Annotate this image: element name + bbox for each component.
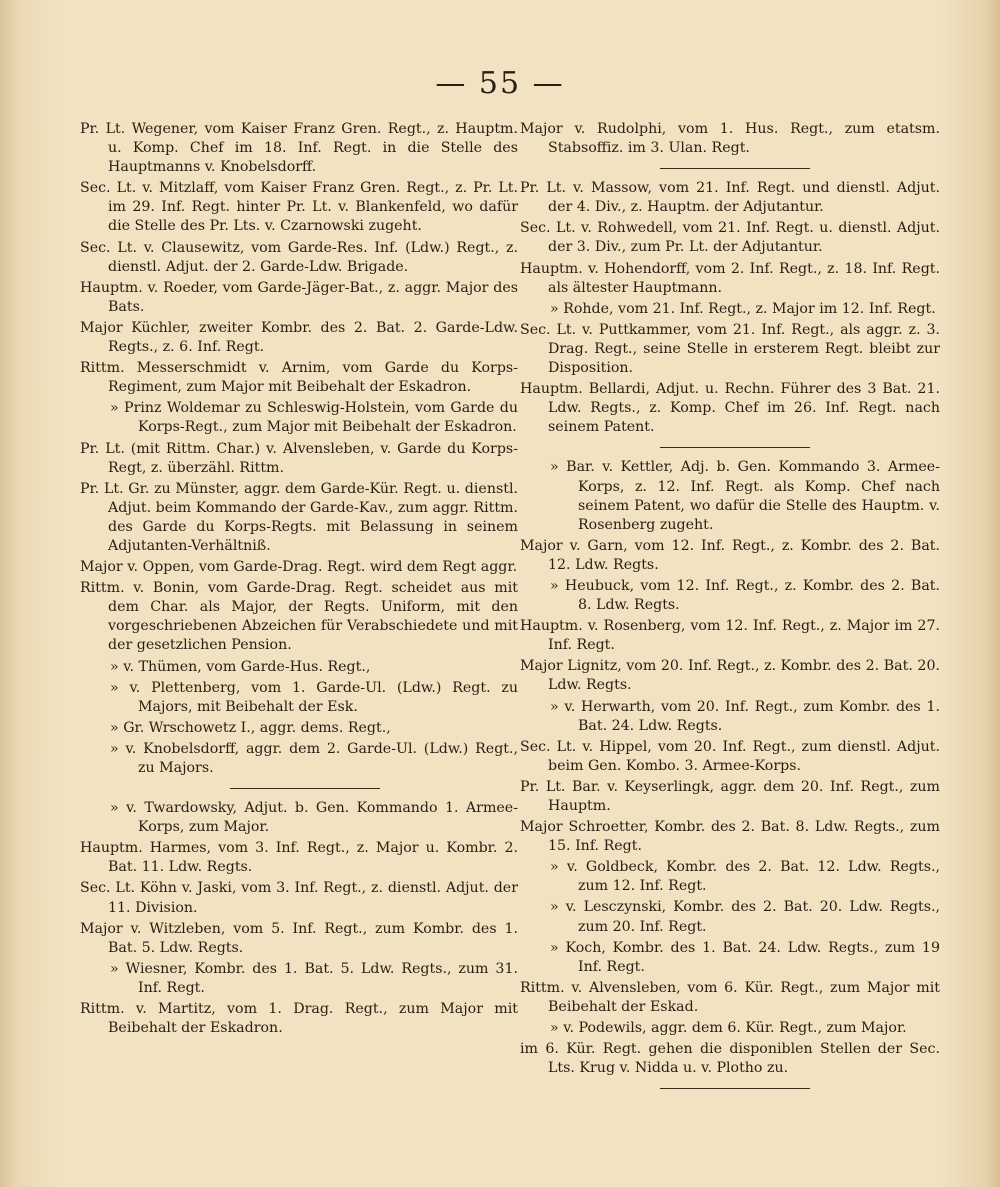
roster-entry: Sec. Lt. v. Puttkammer, vom 21. Inf. Regt., als aggr. z. 3. Drag. Regt., seine Stelle in ersterem Regt. bleibt zur Disposition. [520,321,940,377]
roster-entry: Pr. Lt. Bar. v. Keyserlingk, aggr. dem 20. Inf. Regt., zum Hauptm. [520,778,940,814]
roster-entry: Major v. Garn, vom 12. Inf. Regt., z. Kombr. des 2. Bat. 12. Ldw. Regts. [520,537,940,573]
roster-entry: Hauptm. Harmes, vom 3. Inf. Regt., z. Major u. Kombr. 2. Bat. 11. Ldw. Regts. [80,840,518,876]
roster-entry: Major Schroetter, Kombr. des 2. Bat. 8. Ldw. Regts., zum 15. Inf. Regt. [520,819,940,855]
roster-entry: Sec. Lt. v. Hippel, vom 20. Inf. Regt., zum dienstl. Adjut. beim Gen. Kombo. 3. Armee-Korps. [520,738,940,774]
roster-entry: » v. Twardowsky, Adjut. b. Gen. Kommando 1. Armee-Korps, zum Major. [110,800,518,836]
section-divider [660,1088,810,1089]
roster-entry: » v. Herwarth, vom 20. Inf. Regt., zum Kombr. des 1. Bat. 24. Ldw. Regts. [550,698,940,734]
roster-entry: » v. Goldbeck, Kombr. des 2. Bat. 12. Ldw. Regts., zum 12. Inf. Regt. [550,859,940,895]
roster-entry: Sec. Lt. Köhn v. Jaski, vom 3. Inf. Regt., z. dienstl. Adjut. der 11. Division. [80,880,518,916]
roster-entry: Hauptm. v. Rosenberg, vom 12. Inf. Regt., z. Major im 27. Inf. Regt. [520,618,940,654]
left-column [80,120,518,1040]
roster-entry: Hauptm. Bellardi, Adjut. u. Rechn. Führer des 3 Bat. 21. Ldw. Regts., z. Komp. Chef im 26. Inf. Regt. nach seinem Patent. [520,381,940,436]
roster-entry: im 6. Kür. Regt. gehen die disponiblen Stellen der Sec. Lts. Krug v. Nidda u. v. Plotho zu. [520,1041,940,1077]
roster-entry: Major Lignitz, vom 20. Inf. Regt., z. Kombr. des 2. Bat. 20. Ldw. Regts. [520,658,940,694]
roster-entry: » Bar. v. Kettler, Adj. b. Gen. Kommando 3. Armee-Korps, z. 12. Inf. Regt. als Komp. Chef nach seinem Patent, wo dafür die Stelle des Hauptm. v. Rosenberg zugeht. [550,459,940,533]
roster-entry: Major v. Witzleben, vom 5. Inf. Regt., zum Kombr. des 1. Bat. 5. Ldw. Regts. [80,920,518,956]
page-number: — 55 — [435,66,565,101]
roster-entry: Rittm. v. Bonin, vom Garde-Drag. Regt. scheidet aus mit dem Char. als Major, der Regts. Uniform, mit den vorgeschriebenen Abzeichen für Verabschiedete und mit der gesetzlichen Pension. [80,580,518,654]
roster-entry: » Gr. Wrschowetz I., aggr. dems. Regt., [110,719,391,736]
roster-entry: Rittm. v. Martitz, vom 1. Drag. Regt., zum Major mit Beibehalt der Eskadron. [80,1001,518,1037]
roster-entry: » v. Podewils, aggr. dem 6. Kür. Regt., zum Major. [550,1020,907,1037]
roster-entry: » v. Plettenberg, vom 1. Garde-Ul. (Ldw.) Regt. zu Majors, mit Beibehalt der Esk. [110,679,518,715]
roster-entry: » Koch, Kombr. des 1. Bat. 24. Ldw. Regts., zum 19 Inf. Regt. [550,939,940,975]
roster-entry: Sec. Lt. v. Clausewitz, vom Garde-Res. Inf. (Ldw.) Regt., z. dienstl. Adjut. der 2. Garde-Ldw. Brigade. [80,239,518,275]
roster-entry: Rittm. Messerschmidt v. Arnim, vom Garde du Korps-Regiment, zum Major mit Beibehalt der Eskadron. [80,360,518,396]
roster-entry: Major v. Oppen, vom Garde-Drag. Regt. wird dem Regt aggr. [80,559,518,576]
section-divider [230,788,380,789]
roster-entry: » Heubuck, vom 12. Inf. Regt., z. Kombr. des 2. Bat. 8. Ldw. Regts. [550,577,940,614]
right-column [520,120,940,1099]
roster-entry: Sec. Lt. v. Rohwedell, vom 21. Inf. Regt. u. dienstl. Adjut. der 3. Div., zum Pr. Lt. der Adjutantur. [520,220,940,256]
roster-entry: Pr. Lt. Gr. zu Münster, aggr. dem Garde-Kür. Regt. u. dienstl. Adjut. beim Kommando der Garde-Kav., zum aggr. Rittm. des Garde du Korps-Regts. mit Belassung in seinem Adjutanten-Verhältniß. [80,480,518,554]
section-divider [660,447,810,448]
roster-entry: Sec. Lt. v. Mitzlaff, vom Kaiser Franz Gren. Regt., z. Pr. Lt. im 29. Inf. Regt. hinter Pr. Lt. v. Blankenfeld, wo dafür die Stelle des Pr. Lts. v. Czarnowski zugeht. [80,180,518,235]
roster-entry: Rittm. v. Alvensleben, vom 6. Kür. Regt., zum Major mit Beibehalt der Eskad. [520,979,940,1015]
roster-entry: » Wiesner, Kombr. des 1. Bat. 5. Ldw. Regts., zum 31. Inf. Regt. [110,960,518,996]
roster-entry: » v. Thümen, vom Garde-Hus. Regt., [110,658,371,675]
roster-entry: » v. Lesczynski, Kombr. des 2. Bat. 20. Ldw. Regts., zum 20. Inf. Regt. [550,899,940,935]
roster-entry: Pr. Lt. Wegener, vom Kaiser Franz Gren. Regt., z. Hauptm. u. Komp. Chef im 18. Inf. Regt. in die Stelle des Hauptmanns v. Knobelsdorff. [80,121,518,176]
roster-entry: Hauptm. v. Roeder, vom Garde-Jäger-Bat., z. aggr. Major des Bats. [80,279,518,315]
roster-entry: Hauptm. v. Hohendorff, vom 2. Inf. Regt., z. 18. Inf. Regt. als ältester Hauptmann. [520,260,940,296]
roster-entry: Pr. Lt. v. Massow, vom 21. Inf. Regt. und dienstl. Adjut. der 4. Div., z. Hauptm. der Adjutantur. [520,180,940,216]
roster-entry: Major Küchler, zweiter Kombr. des 2. Bat. 2. Garde-Ldw. Regts., z. 6. Inf. Regt. [80,319,518,356]
section-divider [660,168,810,169]
roster-entry: » v. Knobelsdorff, aggr. dem 2. Garde-Ul. (Ldw.) Regt., zu Majors. [110,740,518,776]
roster-entry: » Prinz Woldemar zu Schleswig-Holstein, vom Garde du Korps-Regt., zum Major mit Beibehalt der Eskadron. [110,400,518,436]
roster-entry: Major v. Rudolphi, vom 1. Hus. Regt., zum etatsm. Stabsoffiz. im 3. Ulan. Regt. [520,121,940,157]
roster-entry: » Rohde, vom 21. Inf. Regt., z. Major im 12. Inf. Regt. [550,300,936,317]
roster-entry: Pr. Lt. (mit Rittm. Char.) v. Alvensleben, v. Garde du Korps-Regt, z. überzähl. Rittm. [80,440,518,476]
